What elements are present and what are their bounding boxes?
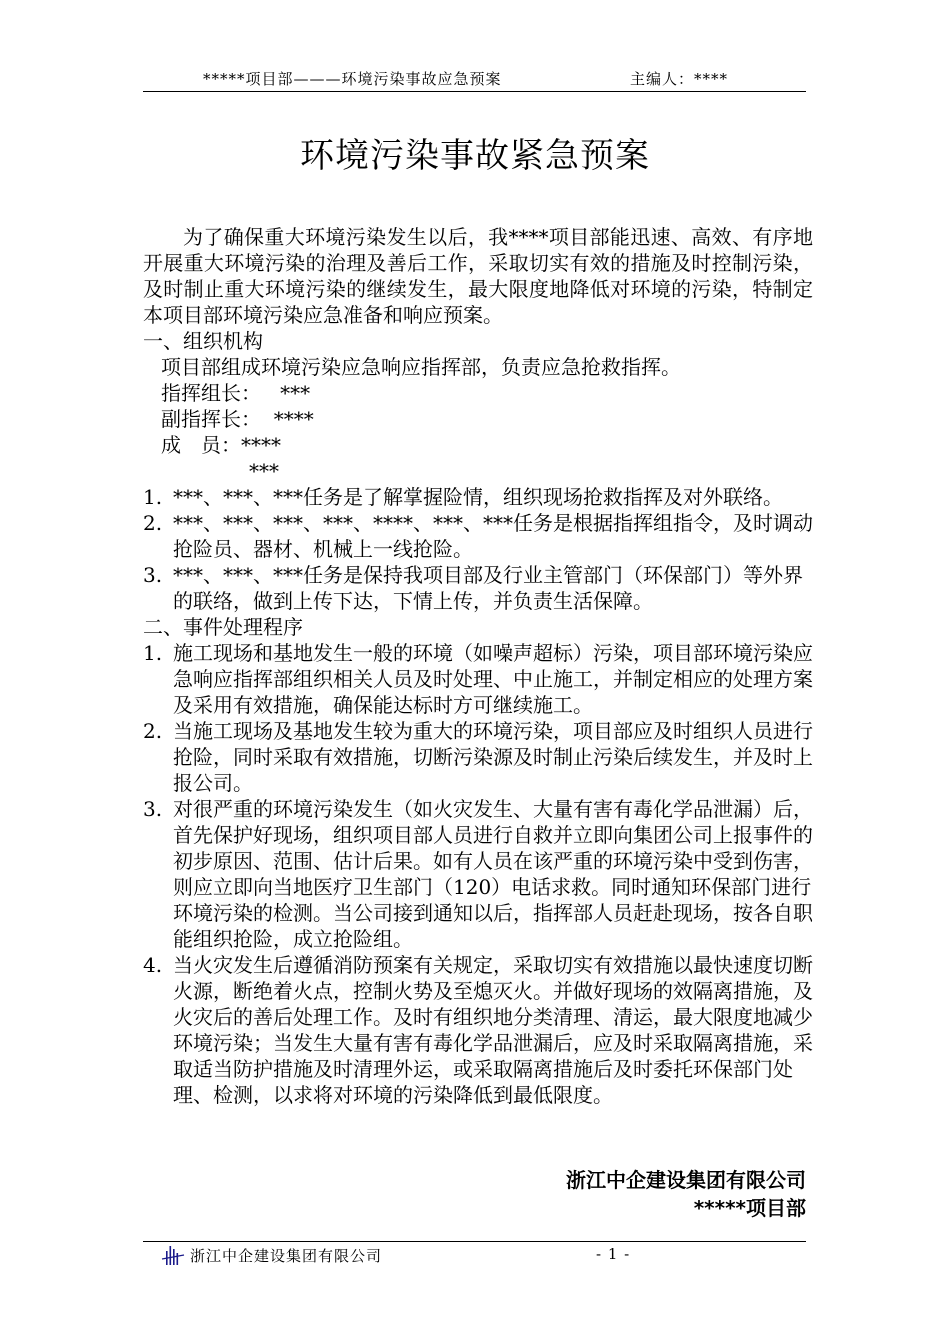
header-editor: 主编人：**** [630, 70, 729, 88]
list-item-text: ***、***、***任务是了解掌握险情，组织现场抢救指挥及对外联络。 [173, 485, 783, 509]
organization-task-list [143, 484, 813, 614]
list-item-number: 4. [143, 953, 163, 977]
role-value: **** [273, 407, 314, 431]
list-item-text: ***、***、***任务是保持我项目部及行业主管部门（环保部门）等外界的联络，做到上传下达，下情上传，并负责生活保障。 [173, 563, 803, 613]
list-item [143, 484, 813, 510]
procedure-list [143, 640, 813, 1108]
list-item-number: 2. [143, 511, 163, 535]
document-body [143, 224, 813, 1108]
page-number: - 1 - [596, 1245, 631, 1263]
role-commander [143, 380, 813, 406]
list-item-number: 1. [143, 485, 163, 509]
footer-divider [143, 1241, 806, 1242]
signature-department: *****项目部 [693, 1196, 806, 1220]
role-label: 成 员： [161, 433, 241, 457]
role-value: *** [249, 459, 279, 483]
list-item-text: 当施工现场及基地发生较为重大的环境污染，项目部应及时组织人员进行抢险，同时采取有效措施，切断污染源及时制止污染后续发生，并及时上报公司。 [173, 719, 813, 795]
intro-paragraph: 为了确保重大环境污染发生以后，我****项目部能迅速、高效、有序地开展重大环境污染的治理及善后工作，采取切实有效的措施及时控制污染，及时制止重大环境污染的继续发生，最大限度地降低对环境的污染，特制定本项目部环境污染应急准备和响应预案。 [143, 225, 813, 327]
list-item [143, 510, 813, 562]
page-header [143, 64, 806, 90]
list-item-number: 3. [143, 797, 163, 821]
role-members [143, 432, 813, 458]
header-title: *****项目部———环境污染事故应急预案 [203, 70, 502, 88]
role-label: 指挥组长： [161, 381, 261, 405]
section-heading-organization: 一、组织机构 [143, 329, 263, 353]
list-item [143, 796, 813, 952]
footer-company: 浙江中企建设集团有限公司 [190, 1247, 383, 1265]
role-label: 副指挥长： [161, 407, 261, 431]
role-deputy [143, 406, 813, 432]
list-item-number: 3. [143, 563, 163, 587]
signature-company: 浙江中企建设集团有限公司 [566, 1168, 806, 1192]
signature-block [566, 1166, 806, 1222]
list-item-number: 2. [143, 719, 163, 743]
role-value: *** [280, 381, 311, 405]
list-item [143, 640, 813, 718]
list-item-text: 施工现场和基地发生一般的环境（如噪声超标）污染，项目部环境污染应急响应指挥部组织相关人员及时处理、中止施工，并制定相应的处理方案及采用有效措施，确保能达标时方可继续施工。 [173, 641, 813, 717]
organization-description: 项目部组成环境污染应急响应指挥部，负责应急抢救指挥。 [161, 355, 681, 379]
list-item-number: 1. [143, 641, 163, 665]
list-item [143, 562, 813, 614]
document-title: 环境污染事故紧急预案 [300, 136, 650, 176]
list-item-text: 当火灾发生后遵循消防预案有关规定，采取切实有效措施以最快速度切断火源，断绝着火点，控制火势及至熄灭火。并做好现场的效隔离措施，及火灾后的善后处理工作。及时有组织地分类清理、清运，最大限度地减少环境污染；当发生大量有害有毒化学品泄漏后，应及时采取隔离措施，采取适当防护措施及时清理外运，或采取隔离措施后及时委托环保部门处理、检测，以求将对环境的污染降低到最低限度。 [173, 953, 813, 1107]
list-item-text: 对很严重的环境污染发生（如火灾发生、大量有害有毒化学品泄漏）后，首先保护好现场，组织项目部人员进行自救并立即向集团公司上报事件的初步原因、范围、估计后果。如有人员在该严重的环境污染中受到伤害，则应立即向当地医疗卫生部门（120）电话求救。同时通知环保部门进行环境污染的检测。当公司接到通知以后，指挥部人员赶赴现场，按各自职能组织抢险，成立抢险组。 [173, 797, 813, 951]
company-logo-icon [161, 1243, 185, 1267]
list-item [143, 952, 813, 1108]
list-item-text: ***、***、***、***、****、***、***任务是根据指挥组指令，及时调动抢险员、器材、机械上一线抢险。 [173, 511, 813, 561]
role-members-cont [143, 458, 813, 484]
role-value: **** [241, 433, 281, 457]
section-heading-procedure: 二、事件处理程序 [143, 615, 303, 639]
list-item [143, 718, 813, 796]
header-divider [143, 91, 806, 92]
